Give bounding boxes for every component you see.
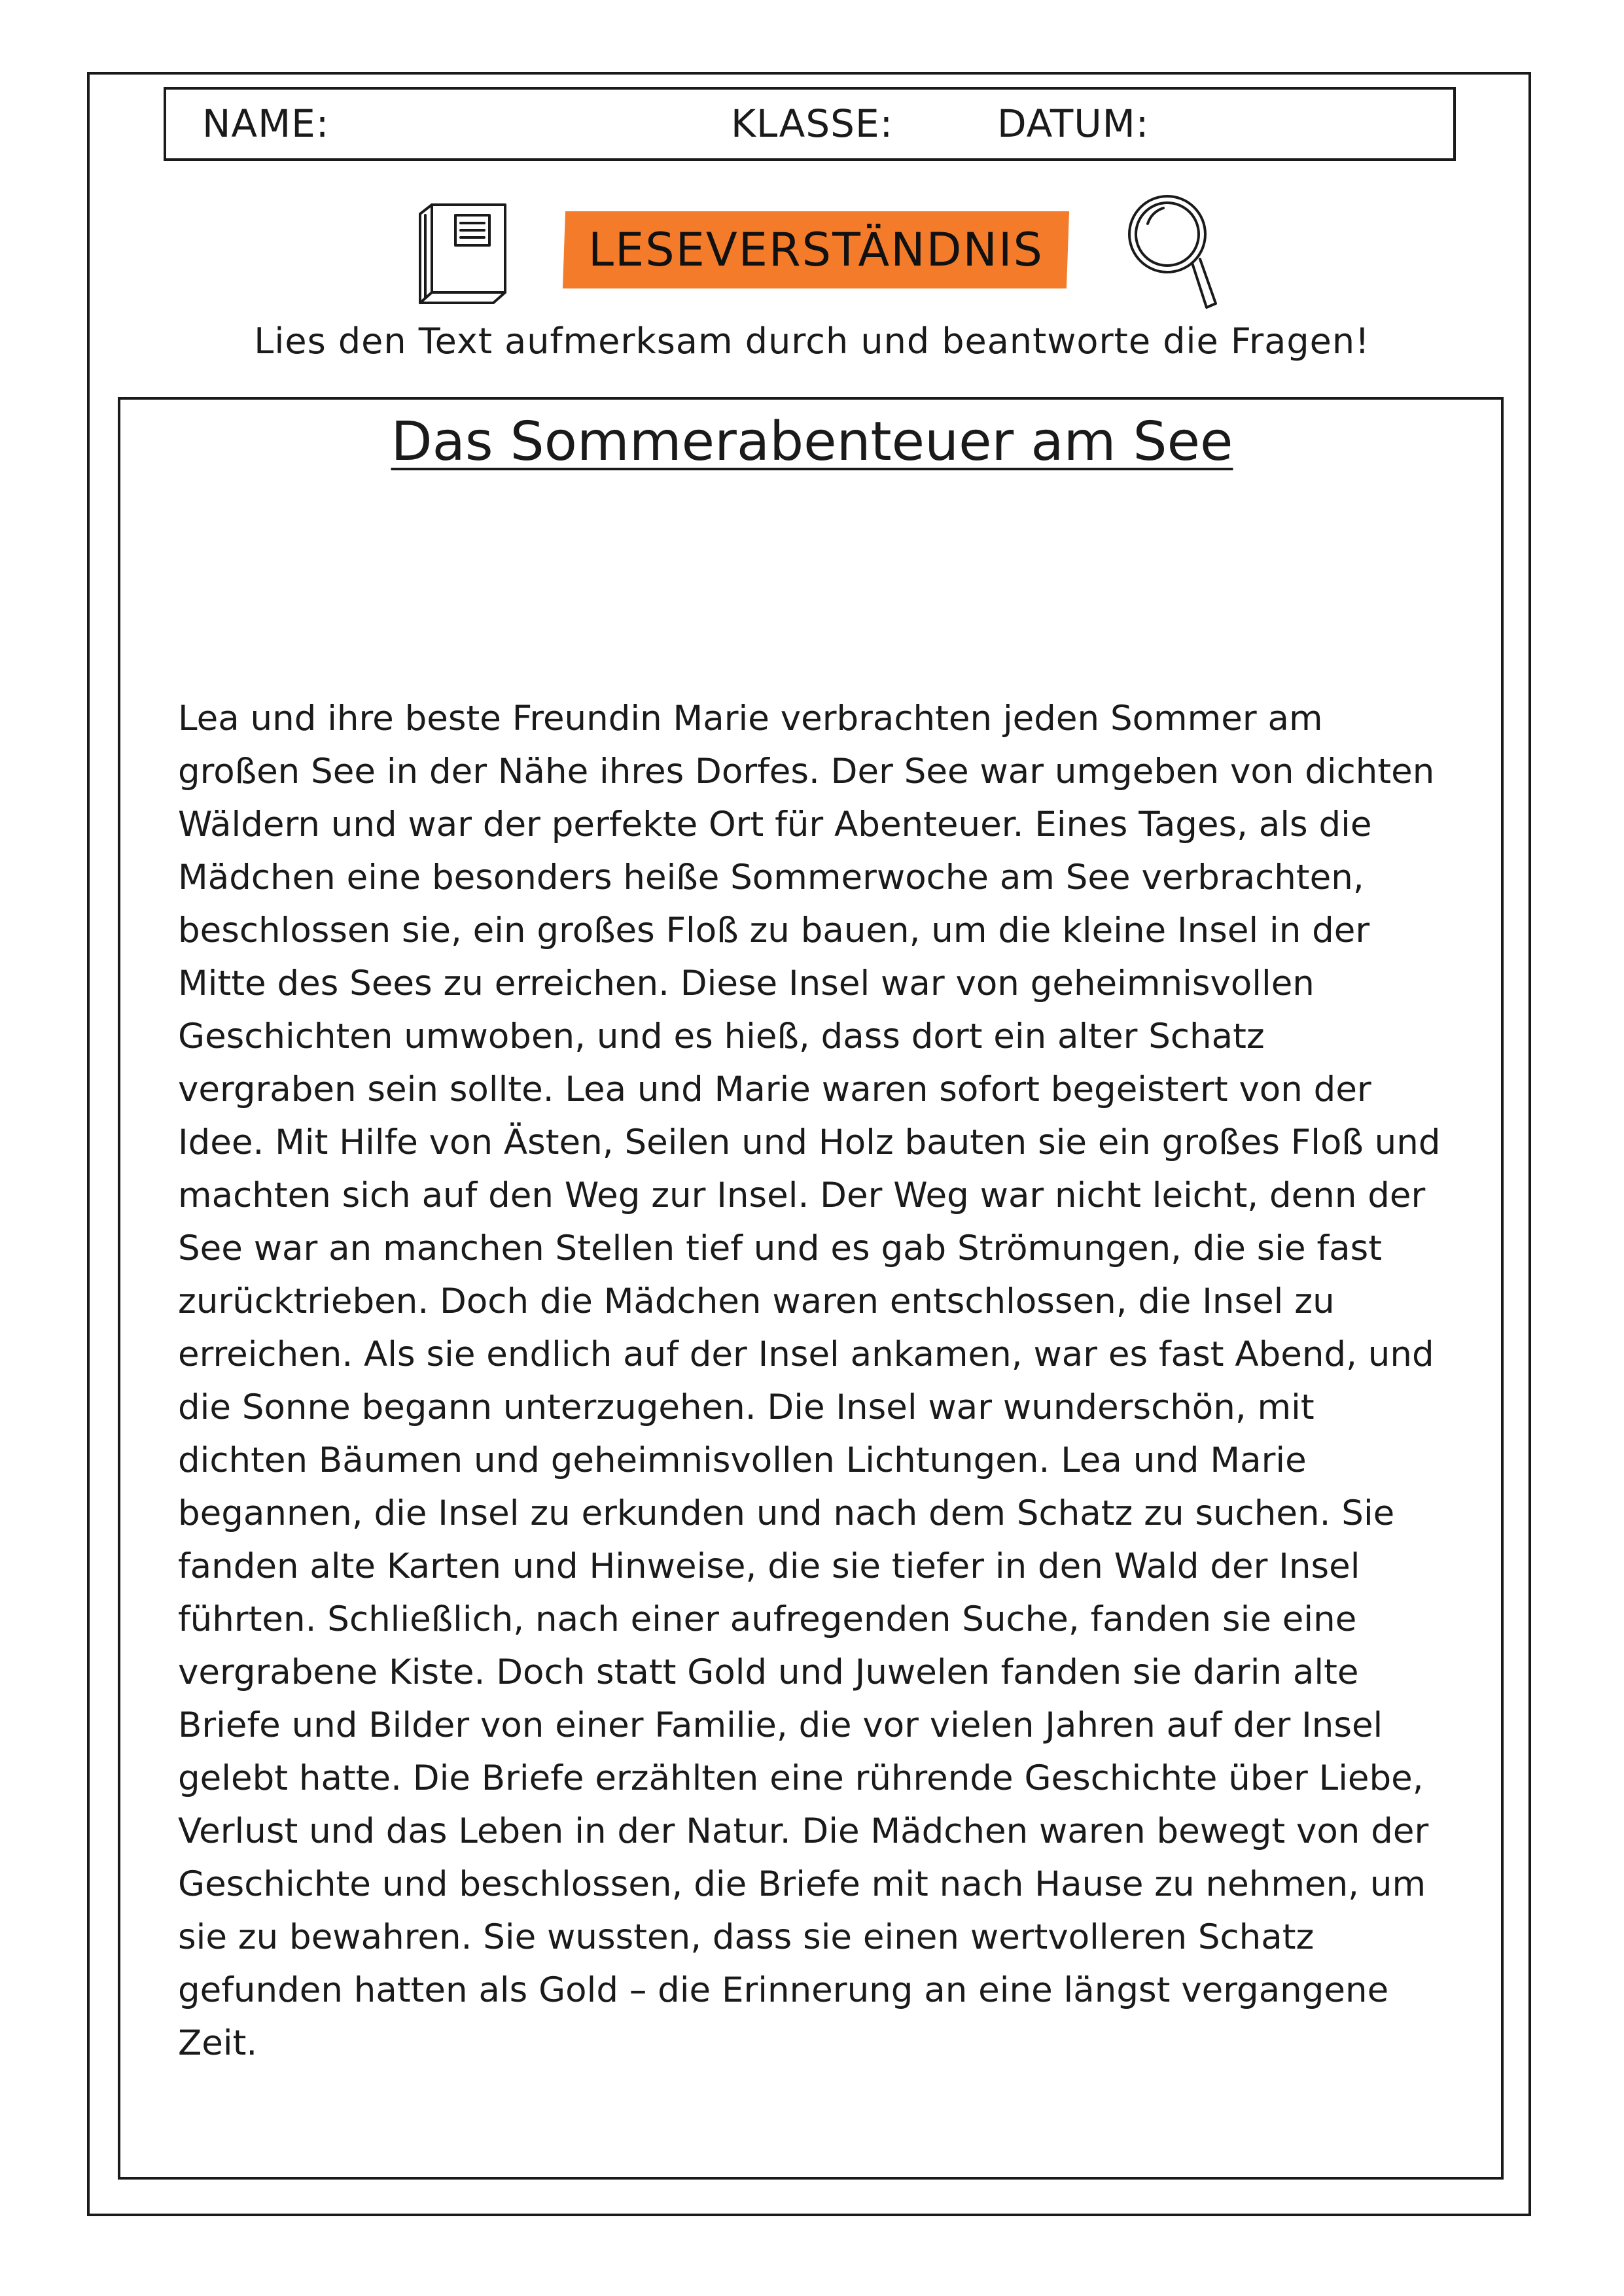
instruction-text: Lies den Text aufmerksam durch und beantworte die Fragen! — [254, 321, 1370, 362]
story-body-text: Lea und ihre beste Freundin Marie verbrachten jeden Sommer am großen See in der Nähe ihres Dorfes. Der See war umgeben von dichten Wäldern und war der perfekte Ort für Abenteuer. Eines Tages, als die Mädchen eine besonders heiße Sommerwoche am See verbrachten, beschlossen sie, ein großes Floß zu bauen, um die kleine Insel in der Mitte des Sees zu erreichen. Diese Insel war von geheimnisvollen Geschichten umwoben, und es hieß, dass dort ein alter Schatz vergraben sein sollte. Lea und Marie waren sofort begeistert von der Idee. Mit Hilfe von Ästen, Seilen und Holz bauten sie ein großes Floß und machten sich auf den Weg zur Insel. Der Weg war nicht leicht, denn der See war an manchen Stellen tief und es gab Strömungen, die sie fast zurücktrieben. Doch die Mädchen waren entschlossen, die Insel zu erreichen. Als sie endlich auf der Insel ankamen, war es fast Abend, und die Sonne begann unterzugehen. Die Insel war wunderschön, mit dichten Bäumen und geheimnisvollen Lichtungen. Lea und Marie begannen, die Insel zu erkunden und nach dem Schatz zu suchen. Sie fanden alte Karten und Hinweise, die sie tiefer in den Wald der Insel führten. Schließlich, nach einer aufregenden Suche, fanden sie eine vergrabene Kiste. Doch statt Gold und Juwelen fanden sie darin alte Briefe und Bilder von einer Familie, die vor vielen Jahren auf der Insel gelebt hatte. Die Briefe erzählten eine rührende Geschichte über Liebe, Verlust und das Leben in der Natur. Die Mädchen waren bewegt von der Geschichte und beschlossen, die Briefe mit nach Hause zu nehmen, um sie zu bewahren. Sie wussten, dass sie einen wertvolleren Schatz gefunden hatten als Gold – die Erinnerung an eine längst vergangene Zeit. — [178, 699, 1441, 2063]
story-title: Das Sommerabenteuer am See — [391, 411, 1233, 473]
name-field-label: NAME: — [202, 101, 330, 146]
datum-field-label: DATUM: — [997, 101, 1150, 146]
worksheet-title: LESEVERSTÄNDNIS — [588, 223, 1044, 277]
klasse-field-label: KLASSE: — [731, 101, 894, 146]
magnifier-icon — [1124, 190, 1222, 314]
book-icon — [412, 200, 510, 307]
student-info-header — [164, 87, 1456, 161]
